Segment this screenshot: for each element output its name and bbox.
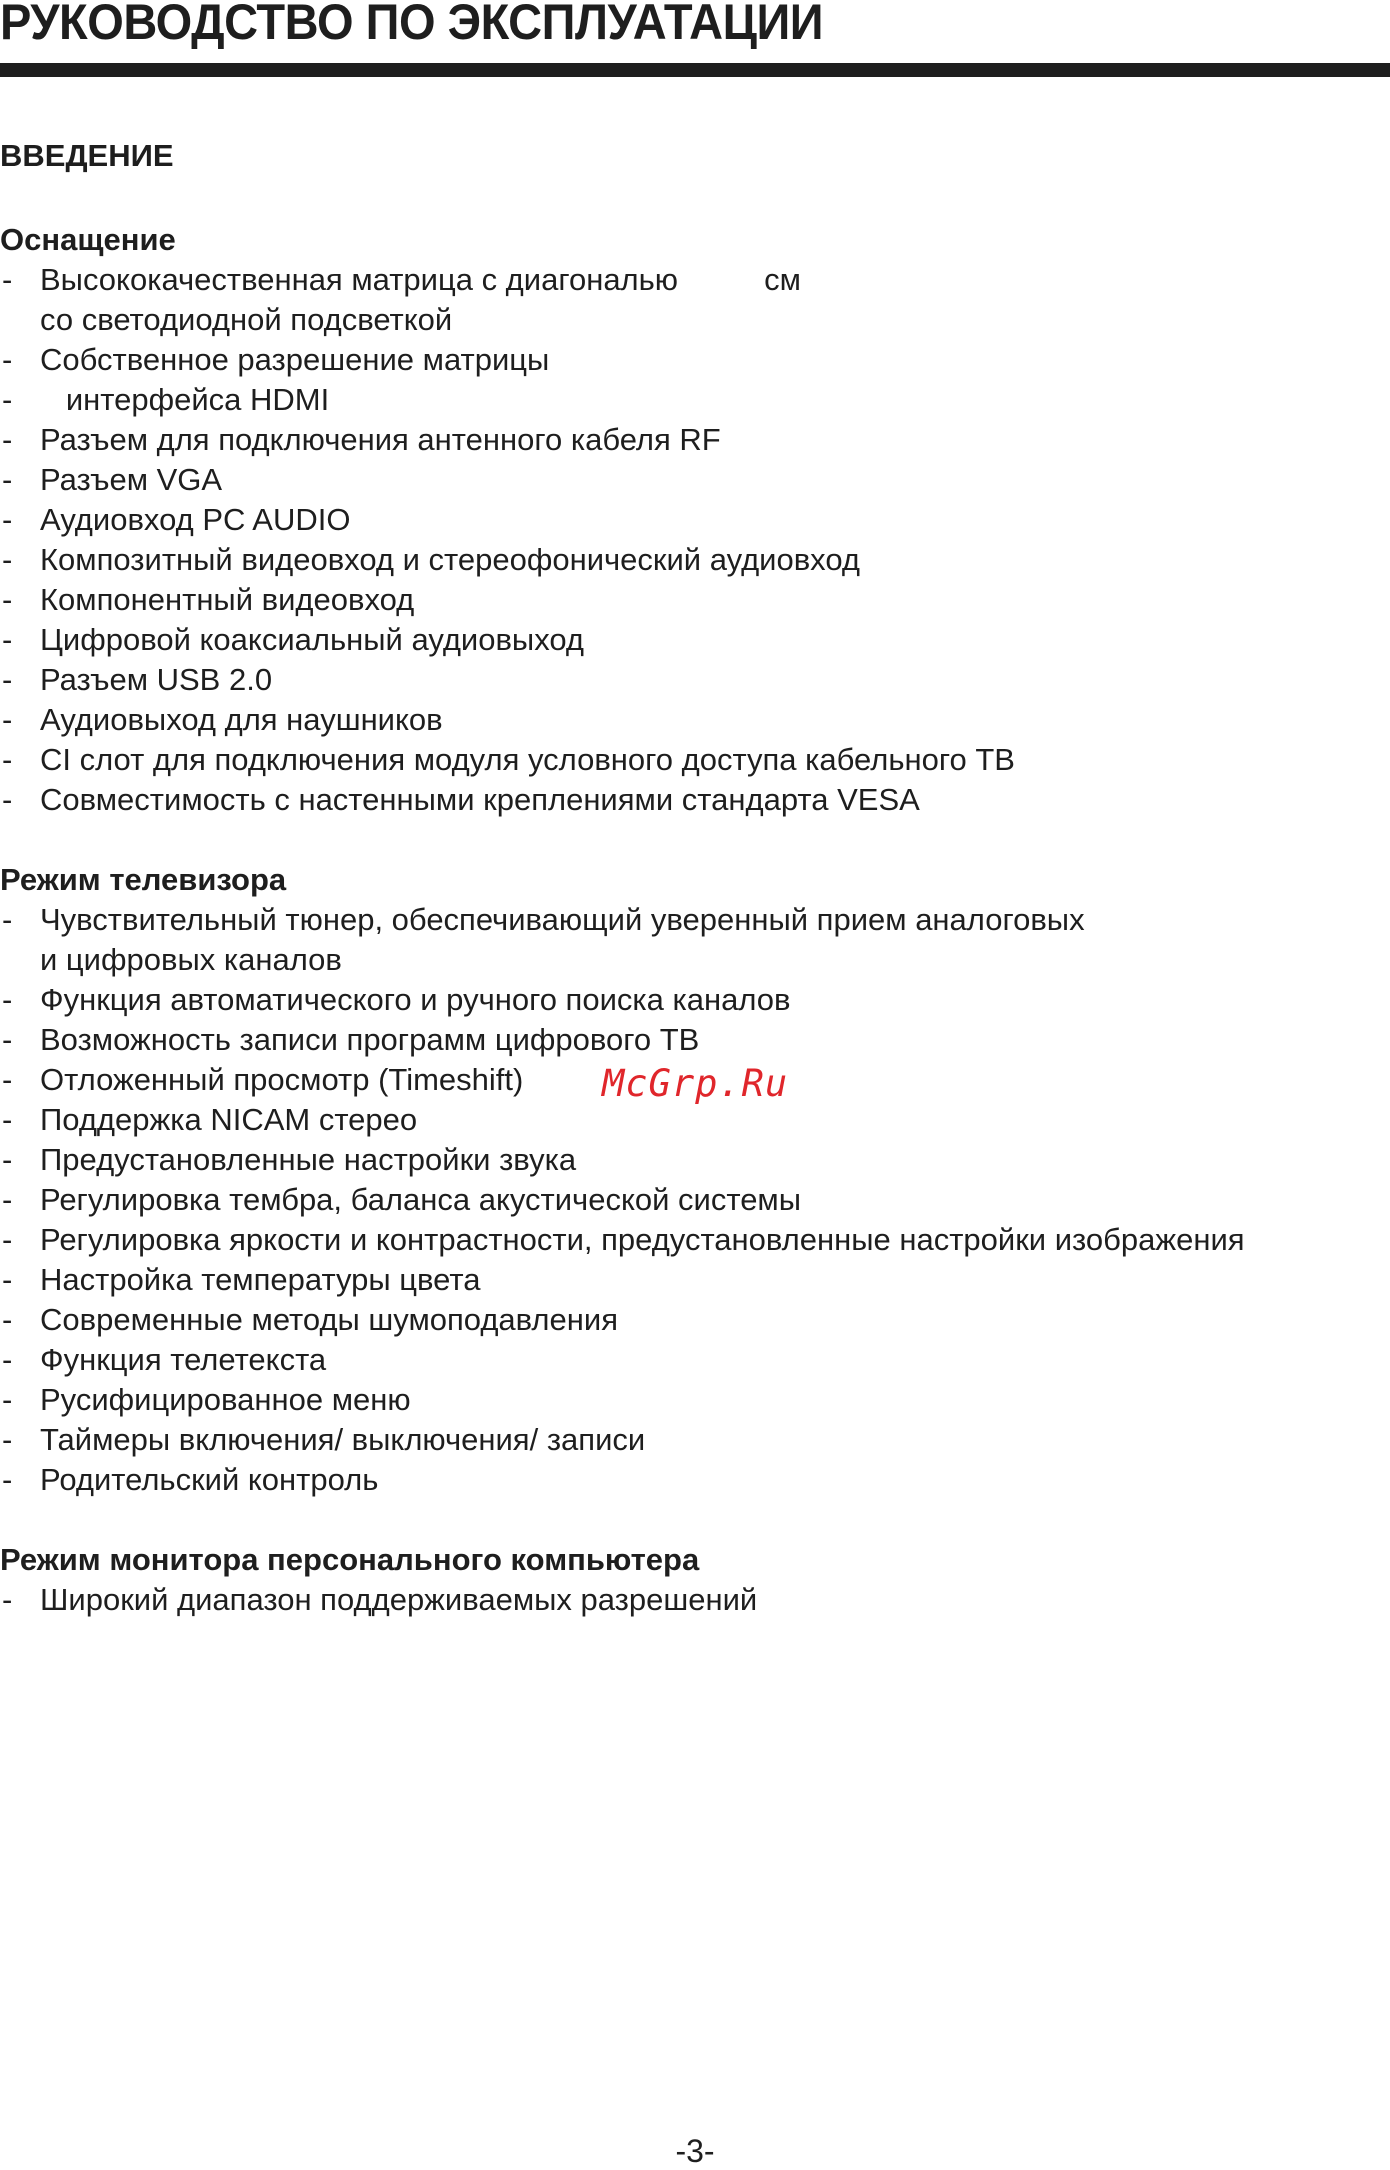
list-marker: - <box>2 1462 13 1497</box>
list-item <box>0 660 1390 700</box>
list-item-text: Возможность записи программ цифрового ТВ <box>40 1022 700 1057</box>
list-marker: - <box>2 622 13 657</box>
list-marker: - <box>2 502 13 537</box>
list-item-text: Собственное разрешение матрицы <box>40 342 550 377</box>
list-marker: - <box>2 382 13 417</box>
list-item <box>0 1140 1390 1180</box>
list-item-text: Функция телетекста <box>40 1342 327 1377</box>
list-item-text: Разъем USB 2.0 <box>40 662 273 697</box>
list-item-text: Разъем VGA <box>40 462 223 497</box>
list-item <box>0 1260 1390 1300</box>
page-title: РУКОВОДСТВО ПО ЭКСПЛУАТАЦИИ <box>0 0 824 50</box>
list-item-text: Функция автоматического и ручного поиска каналов <box>40 982 791 1017</box>
list-item <box>0 260 1390 340</box>
list-marker: - <box>2 742 13 777</box>
list-item-text: Регулировка яркости и контрастности, предустановленные настройки изображения <box>40 1222 1245 1257</box>
list-item <box>0 900 1390 980</box>
list-item-text: Разъем для подключения антенного кабеля RF <box>40 422 721 457</box>
list-item-text: Цифровой коаксиальный аудиовыход <box>40 622 585 657</box>
list-item <box>0 420 1390 460</box>
list-item-text: Совместимость с настенными креплениями стандарта VESA <box>40 782 920 817</box>
list-marker: - <box>2 1422 13 1457</box>
list-item <box>0 340 1390 380</box>
list-marker: - <box>2 342 13 377</box>
list-marker: - <box>2 1582 13 1617</box>
list-item-text: Высококачественная матрица с диагональю см со светодиодной подсветкой <box>40 262 801 337</box>
list-item-text: Таймеры включения/ выключения/ записи <box>40 1422 646 1457</box>
list-item-text: Предустановленные настройки звука <box>40 1142 577 1177</box>
list-item-text: Аудиовыход для наушников <box>40 702 443 737</box>
list-item <box>0 1580 1390 1620</box>
subsection-title-equipment: Оснащение <box>0 222 176 257</box>
list-item-text: Поддержка NICAM стерео <box>40 1102 418 1137</box>
list-item-text: Широкий диапазон поддерживаемых разрешений <box>40 1582 758 1617</box>
list-marker: - <box>2 582 13 617</box>
list-marker: - <box>2 542 13 577</box>
list-item <box>0 1100 1390 1140</box>
list-marker: - <box>2 1102 13 1137</box>
list-marker: - <box>2 1022 13 1057</box>
list-marker: - <box>2 1222 13 1257</box>
page-header <box>0 0 1390 78</box>
list-item <box>0 380 1390 420</box>
list-item <box>0 1020 1390 1060</box>
list-item-text: Регулировка тембра, баланса акустической системы <box>40 1182 802 1217</box>
list-marker: - <box>2 1182 13 1217</box>
list-item-text: Русифицированное меню <box>40 1382 411 1417</box>
list-item <box>0 780 1390 820</box>
subsection-title-pc-mode: Режим монитора персонального компьютера <box>0 1542 700 1577</box>
feature-list-tv-mode <box>0 900 1390 1500</box>
list-item-text: Современные методы шумоподавления <box>40 1302 618 1337</box>
list-marker: - <box>2 462 13 497</box>
list-item <box>0 980 1390 1020</box>
list-marker: - <box>2 262 13 297</box>
list-item-text: CI слот для подключения модуля условного доступа кабельного ТВ <box>40 742 1015 777</box>
list-item <box>0 620 1390 660</box>
subsection-pc-mode <box>0 1540 1390 1620</box>
list-item <box>0 1220 1390 1260</box>
list-item-text: интерфейса HDMI <box>40 382 330 417</box>
list-item <box>0 740 1390 780</box>
list-item <box>0 580 1390 620</box>
list-item <box>0 540 1390 580</box>
list-marker: - <box>2 1382 13 1417</box>
list-item-text: Отложенный просмотр (Timeshift) <box>40 1062 524 1097</box>
list-item-text: Чувствительный тюнер, обеспечивающий уверенный прием аналоговых и цифровых каналов <box>40 902 1085 977</box>
list-item-text: Композитный видеовход и стереофонический аудиовход <box>40 542 860 577</box>
list-marker: - <box>2 702 13 737</box>
list-item <box>0 1180 1390 1220</box>
list-item <box>0 460 1390 500</box>
list-item-text: Аудиовход PC AUDIO <box>40 502 351 537</box>
list-marker: - <box>2 422 13 457</box>
list-item <box>0 1340 1390 1380</box>
list-marker: - <box>2 982 13 1017</box>
subsection-tv-mode <box>0 860 1390 1500</box>
list-marker: - <box>2 1062 13 1097</box>
feature-list-equipment <box>0 260 1390 820</box>
document-body <box>0 136 1390 1660</box>
list-marker: - <box>2 782 13 817</box>
list-item <box>0 500 1390 540</box>
list-item <box>0 700 1390 740</box>
list-item <box>0 1380 1390 1420</box>
list-item-text: Настройка температуры цвета <box>40 1262 481 1297</box>
list-marker: - <box>2 1262 13 1297</box>
list-marker: - <box>2 1342 13 1377</box>
list-item-text: Компонентный видеовход <box>40 582 415 617</box>
list-item <box>0 1420 1390 1460</box>
page-number: -3- <box>675 2133 715 2169</box>
section-title: ВВЕДЕНИЕ <box>0 138 174 173</box>
list-marker: - <box>2 902 13 937</box>
list-marker: - <box>2 1302 13 1337</box>
list-marker: - <box>2 662 13 697</box>
list-item-text: Родительский контроль <box>40 1462 379 1497</box>
header-rule <box>0 63 1390 77</box>
list-item <box>0 1460 1390 1500</box>
list-marker: - <box>2 1142 13 1177</box>
subsection-equipment <box>0 220 1390 820</box>
feature-list-pc-mode <box>0 1580 1390 1620</box>
list-item <box>0 1300 1390 1340</box>
watermark: McGrp.Ru <box>602 1062 789 1105</box>
subsection-title-tv-mode: Режим телевизора <box>0 862 287 897</box>
